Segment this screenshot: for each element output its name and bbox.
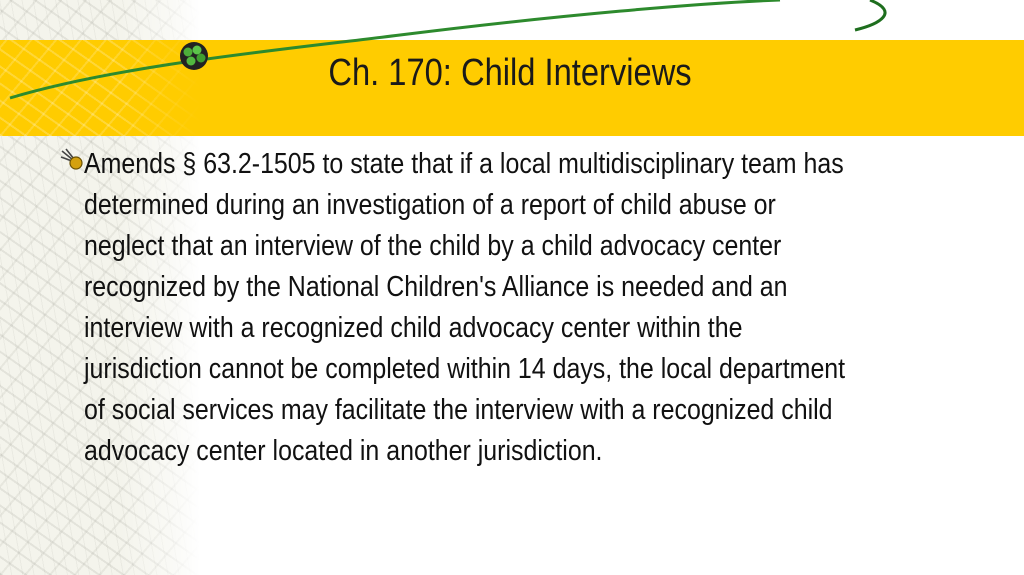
slide-title: Ch. 170: Child Interviews: [328, 52, 692, 94]
slide-body: [60, 144, 980, 472]
bullet-sparkle-icon: [60, 148, 84, 172]
bullet-item: [60, 144, 980, 472]
green-beads-cluster-icon: [180, 42, 208, 70]
bullet-text: Amends § 63.2-1505 to state that if a local multidisciplinary team has determined during an investigation of a report of child abuse or neglect that an interview of the child by a child advocacy center recognized by the National Children's Alliance is needed and an interview with a recognized child advocacy center within the jurisdiction cannot be completed within 14 days, the local department of social services may facilitate the interview with a recognized child advocacy center located in another jurisdiction.: [84, 148, 846, 467]
